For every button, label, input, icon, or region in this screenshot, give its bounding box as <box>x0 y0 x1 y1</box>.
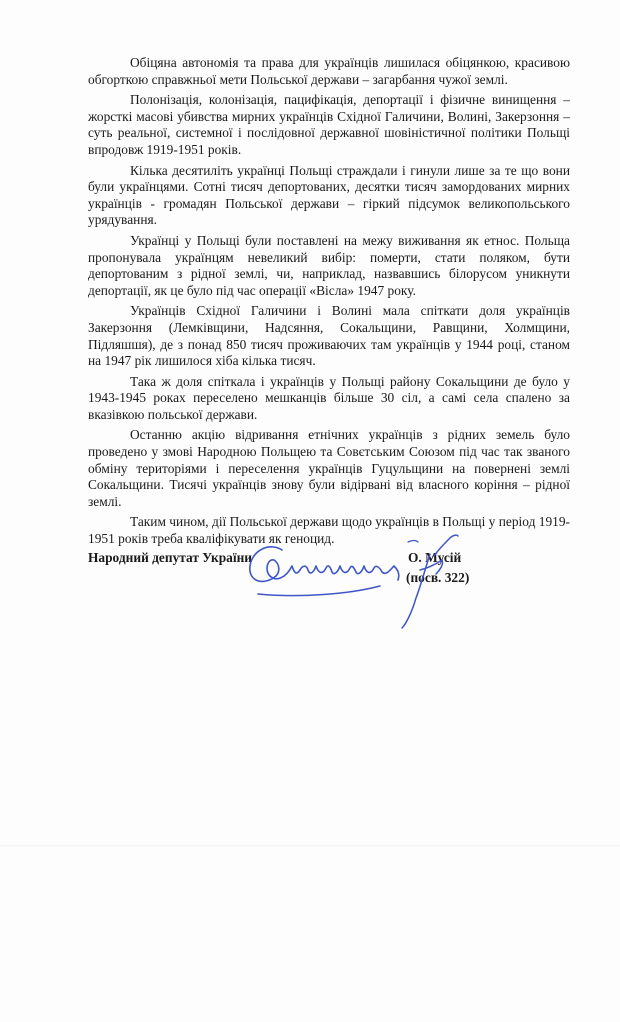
signer-name: О. Мусій <box>408 550 462 565</box>
signature-dot <box>408 541 418 543</box>
paragraph-2: Полонізація, колонізація, пацифікація, депортації і фізичне винищення – жорсткі масові убивства мирних українців Східної Галичини, Волині, Закерзоння – суть реальної, системної і послідовної державної шовіністичної політики Польщі впродовж 1919-1951 років. <box>88 92 570 157</box>
paragraph-4: Українці у Польщі були поставлені на межу виживання як етнос. Польща пропонувала українцям невеликий вибір: померти, стати поляком, бути депортованим з рідної землі, чи, наприклад, назвавшись білорусом уникнути депортації, як це було під час операції «Вісла» 1947 року. <box>88 232 570 298</box>
signature-stroke <box>250 547 399 582</box>
page-edge <box>0 845 620 847</box>
paragraph-3: Кілька десятиліть українці Польщі страждали і гинули лише за те що вони були українцями. Сотні тисяч депортованих, десятки тисяч замордованих мирних українців - громадян Польської держави – гіркий підсумок великопольського урядування. <box>88 162 570 228</box>
signature-underline <box>258 586 380 596</box>
handwritten-signature <box>230 520 530 630</box>
paragraph-1: Обіцяна автономія та права для українців лишилася обіцянкою, красивою обгорткою справжньої мети Польської держави – загарбання чужої землі. <box>88 55 570 87</box>
document-body <box>88 55 570 552</box>
signature-tall-stroke <box>402 535 458 628</box>
paragraph-7: Останню акцію відривання етнічних українців з рідних земель було проведено у змові Народною Польщею та Совєтським Союзом під час так званого обміну територіями і переселення українців Гуцульщини на повернені землі Сокальщини. Тисячі українців знову були відірвані від власного коріння – рідної землі. <box>88 427 570 509</box>
paragraph-5: Українців Східної Галичини і Волині мала спіткати доля українців Закерзоння (Лемківщини, Надсяння, Сокальщини, Равщини, Холмщини, Підляшшя), де з понад 850 тисяч проживаючих там українців у 1944 році, станом на 1947 рік лишилося хіба кілька тисяч. <box>88 303 570 369</box>
paragraph-6: Така ж доля спіткала і українців у Польщі району Сокальщини де було у 1943-1945 роках переселено мешканців більше 30 сіл, а самі села спалено за вказівкою польської держави. <box>88 373 570 422</box>
signer-title: Народний депутат України <box>88 550 253 565</box>
signer-certificate: (посв. 322) <box>406 570 470 585</box>
paragraph-8: Таким чином, дії Польської держави щодо українців в Польщі у період 1919-1951 років треба кваліфікувати як геноцид. <box>88 514 570 547</box>
